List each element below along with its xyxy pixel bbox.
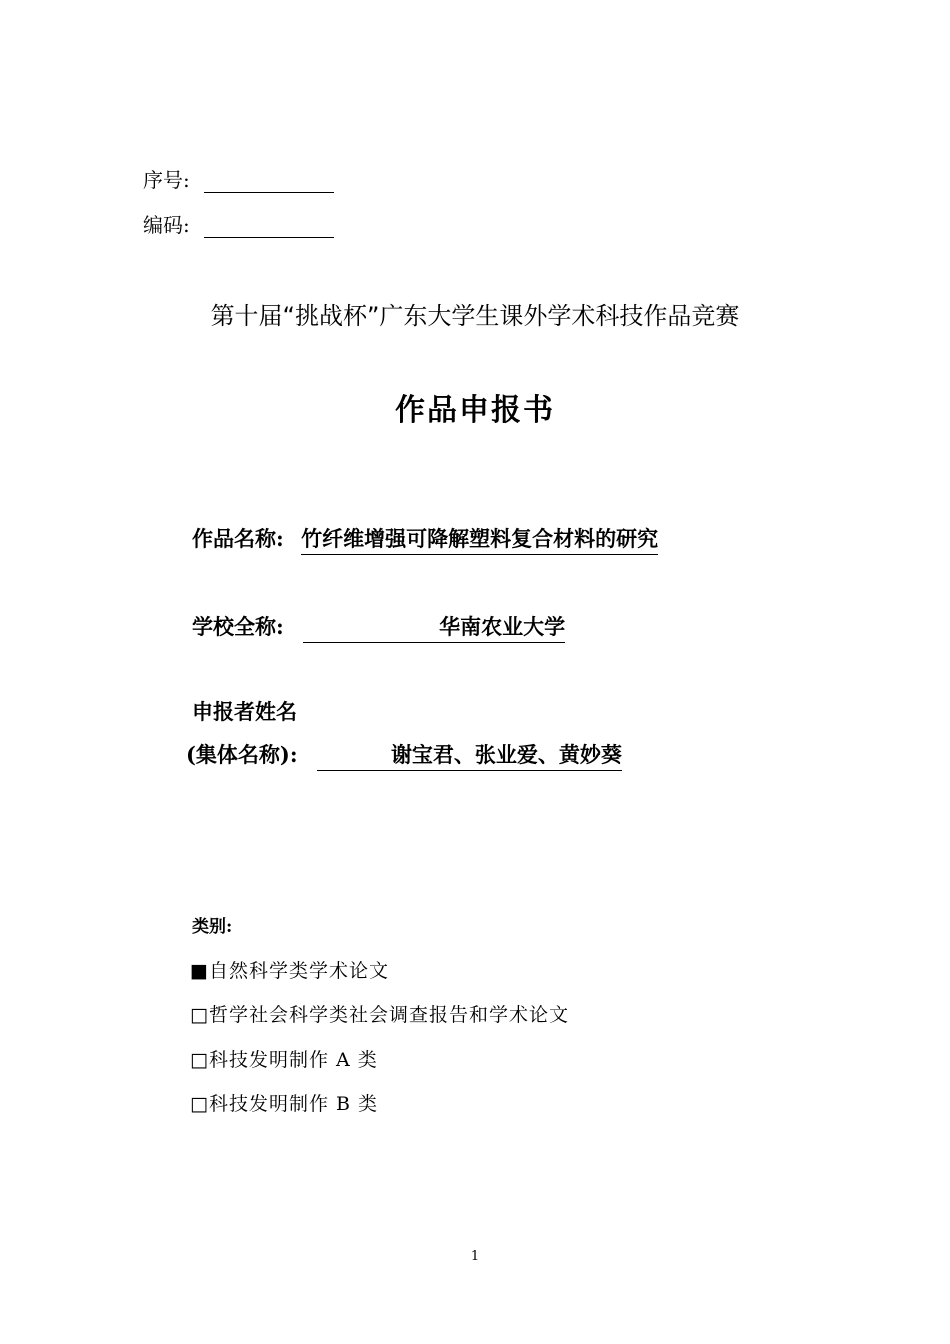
contest-title: 第十届“挑战杯”广东大学生课外学术科技作品竞赛 xyxy=(210,302,740,330)
work-name-row xyxy=(192,523,658,555)
school-value: 华南农业大学 xyxy=(303,611,565,643)
school-row xyxy=(192,611,565,643)
category-option-text: 科技发明制作 B 类 xyxy=(208,1093,378,1115)
category-option xyxy=(190,956,389,983)
school-label: 学校全称: xyxy=(192,614,284,639)
applicant-value: 谢宝君、张业爱、黄妙葵 xyxy=(317,739,622,771)
work-name-label: 作品名称: xyxy=(192,526,284,551)
category-option xyxy=(190,1089,378,1116)
category-option-text: 自然科学类学术论文 xyxy=(208,960,389,982)
code-row xyxy=(143,209,334,238)
page-number: 1 xyxy=(470,1249,480,1264)
serial-label: 序号: xyxy=(143,168,190,192)
category-option-text: 科技发明制作 A 类 xyxy=(208,1049,378,1071)
checkbox-empty-icon: □ xyxy=(190,1049,209,1071)
category-option xyxy=(190,1000,569,1027)
doc-title: 作品申报书 xyxy=(395,393,555,428)
applicant-row xyxy=(186,739,622,771)
category-option xyxy=(190,1045,378,1072)
code-label: 编码: xyxy=(143,213,190,237)
checkbox-checked-icon: ■ xyxy=(190,960,209,982)
code-blank xyxy=(204,215,334,238)
category-label: 类别: xyxy=(192,917,233,937)
category-option-text: 哲学社会科学类社会调查报告和学术论文 xyxy=(208,1004,569,1026)
checkbox-empty-icon: □ xyxy=(190,1004,209,1026)
applicant-label-line1: 申报者姓名 xyxy=(192,699,297,724)
applicant-label-line2: (集体名称): xyxy=(186,742,298,767)
serial-row xyxy=(143,164,334,193)
checkbox-empty-icon: □ xyxy=(190,1093,209,1115)
work-name-value: 竹纤维增强可降解塑料复合材料的研究 xyxy=(301,523,658,555)
serial-blank xyxy=(204,170,334,193)
